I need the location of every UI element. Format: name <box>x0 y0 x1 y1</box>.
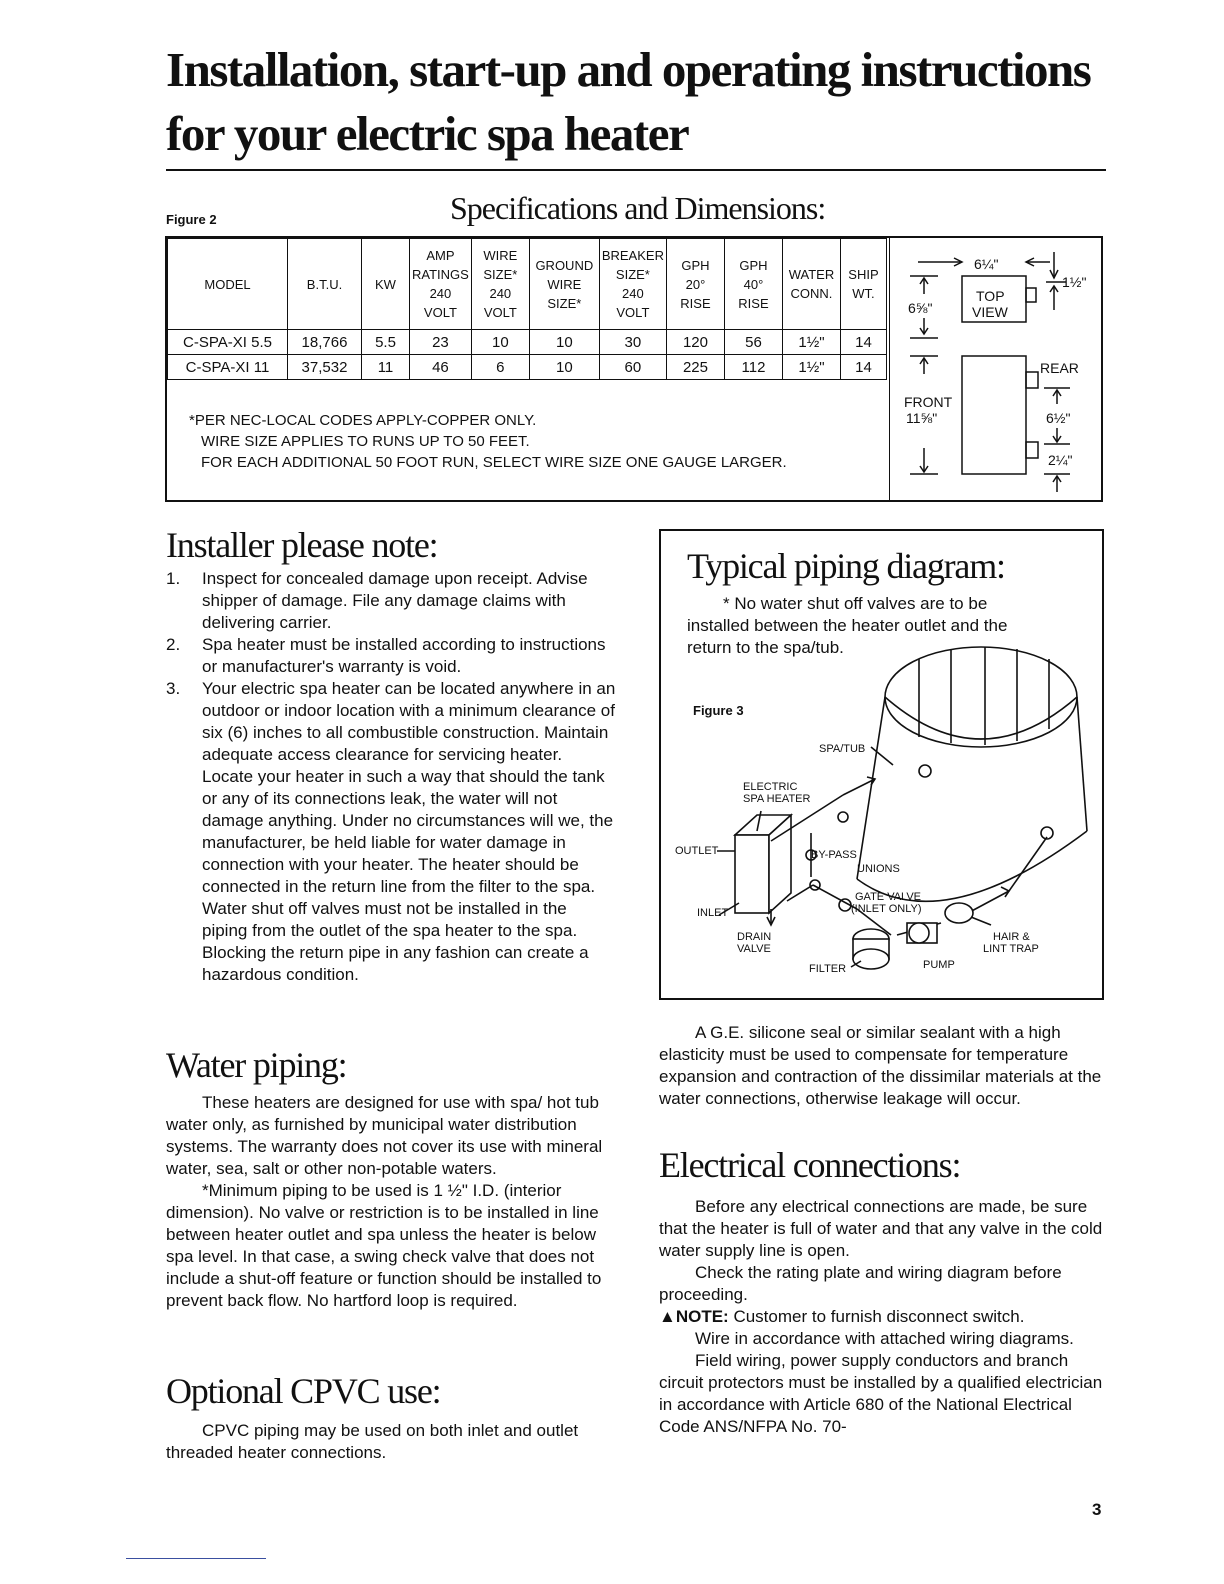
specs-header-cell <box>362 239 410 330</box>
front-view-box <box>962 356 1026 474</box>
header-line: 40° <box>743 276 764 292</box>
label-gate-valve: GATE VALVE <box>855 891 922 903</box>
header-line: BREAKER <box>601 248 664 263</box>
header-line: GPH <box>681 257 710 273</box>
header-line: RISE <box>680 295 711 311</box>
table-cell: 46 <box>410 355 472 380</box>
specs-header-cell <box>666 239 724 330</box>
specs-header-cell <box>599 239 666 330</box>
table-cell: 11 <box>362 355 410 380</box>
dim-top-view: TOP <box>976 288 1005 304</box>
specs-header-cell <box>782 239 840 330</box>
heater-body <box>735 835 769 913</box>
figure-3-label: Figure 3 <box>693 703 744 718</box>
specs-header-cell <box>529 239 599 330</box>
header-line: 240 <box>429 286 452 301</box>
note-line: WIRE SIZE APPLIES TO RUNS UP TO 50 FEET. <box>201 433 530 450</box>
header-line: B.T.U. <box>306 276 343 292</box>
header-line: SIZE* <box>483 267 518 282</box>
table-cell: 18,766 <box>288 330 362 355</box>
title-line-1: Installation, start-up and operating instructions <box>166 42 1091 97</box>
header-line: GROUND <box>535 257 594 273</box>
piping-heading: Typical piping diagram: <box>687 546 1005 586</box>
table-cell: 120 <box>666 330 724 355</box>
table-cell: 10 <box>529 355 599 380</box>
note-line: *PER NEC-LOCAL CODES APPLY-COPPER ONLY. <box>189 412 537 429</box>
table-cell: 1½" <box>782 330 840 355</box>
label-inlet: INLET <box>697 907 729 919</box>
label-outlet: OUTLET <box>675 845 719 857</box>
table-cell: 37,532 <box>288 355 362 380</box>
table-cell: 60 <box>599 355 666 380</box>
specs-notes <box>189 410 787 473</box>
specs-header-cell <box>724 239 782 330</box>
page-number: 3 <box>1092 1500 1102 1519</box>
header-line: VOLT <box>423 305 457 320</box>
table-cell: 14 <box>840 330 886 355</box>
header-line: SIZE* <box>547 295 582 311</box>
list-item: 3. Your electric spa heater can be located anywhere in an outdoor or indoor location with a minimum clearance of six (6) inches to all combustible construction. Maintain adequate access clearance for servicing heater. Locate your heater in such a way that should the tank or any of its connections leak, the water will not damage anything. Under no circumstances will we, the manufacturer, be held liable for water damage in connection with your heater. The heater should be connected in the return line from the filter to the spa. Water shut off valves must not be installed in the piping from the outlet of the spa heater to the spa. Blocking the return pipe in any fashion can create a hazardous condition. <box>166 679 616 984</box>
label-spa-heater: SPA HEATER <box>743 793 811 805</box>
specs-header-cell <box>168 239 288 330</box>
label-hair: HAIR & <box>993 931 1030 943</box>
electrical-text <box>659 1196 1104 1438</box>
specs-header-cell <box>471 239 529 330</box>
table-row <box>168 355 887 380</box>
table-cell: C-SPA-XI 11 <box>168 355 288 380</box>
label-inlet-only: (INLET ONLY) <box>851 903 922 915</box>
paragraph: A G.E. silicone seal or similar sealant with a high elasticity must be used to compensate for temperature expansion and contraction of the dissimilar materials at the water connections, otherwise leakage will occur. <box>659 1023 1102 1108</box>
paragraph: These heaters are designed for use with spa/ hot tub water only, as furnished by municipal water distribution systems. The warranty does not cover its use with mineral water, sea, salt or other non-potable waters. <box>166 1093 603 1178</box>
label-filter: FILTER <box>809 963 847 975</box>
note-label: NOTE: <box>675 1307 729 1326</box>
water-piping-heading: Water piping: <box>166 1045 347 1085</box>
title-line-2: for your electric spa heater <box>166 106 689 161</box>
tub-return-fitting <box>919 765 931 777</box>
cpvc-heading: Optional CPVC use: <box>166 1371 441 1411</box>
table-row <box>168 330 887 355</box>
header-line: 240 <box>489 286 512 301</box>
note-paragraph <box>659 1306 1104 1328</box>
table-cell: 30 <box>599 330 666 355</box>
note-line: FOR EACH ADDITIONAL 50 FOOT RUN, SELECT WIRE SIZE ONE GAUGE LARGER. <box>201 454 787 471</box>
electrical-heading: Electrical connections: <box>659 1145 961 1185</box>
specs-header-row <box>168 239 887 330</box>
label-lint-trap: LINT TRAP <box>983 943 1039 955</box>
list-item: 1. Inspect for concealed damage upon receipt. Advise shipper of damage. File any damage claims with delivering carrier. <box>166 569 588 632</box>
paragraph: CPVC piping may be used on both inlet and outlet threaded heater connections. <box>166 1421 579 1462</box>
dim-rear: REAR <box>1040 360 1079 376</box>
dim-top-view-2: VIEW <box>972 304 1008 320</box>
header-line: WIRE <box>547 276 582 292</box>
header-line: VOLT <box>616 305 650 320</box>
warning-icon: ▲ <box>659 1307 676 1326</box>
dim-right-top: 1½" <box>1062 274 1087 290</box>
piping-svg <box>661 531 1102 998</box>
specs-body <box>168 330 887 380</box>
label-valve: VALVE <box>737 943 771 955</box>
top-view-nozzle <box>1026 288 1036 302</box>
title-rule <box>166 169 1106 171</box>
list-item: 2. Spa heater must be installed according to instructions or manufacturer's warranty is void. <box>166 635 606 676</box>
header-line: VOLT <box>483 305 517 320</box>
header-line: WATER <box>788 267 835 282</box>
header-line: WT. <box>852 286 875 301</box>
paragraph: Field wiring, power supply conductors and branch circuit protectors must be installed by a qualified electrician in accordance with Article 680 of the National Electrical Code ANS/NFPA No. 70- <box>659 1351 1103 1436</box>
dim-depth: 6⅝" <box>908 300 933 316</box>
sealant-text <box>659 1022 1104 1110</box>
paragraph: Wire in accordance with attached wiring diagrams. <box>695 1329 1074 1348</box>
table-cell: 10 <box>471 330 529 355</box>
water-piping-text <box>166 1092 614 1312</box>
specs-box <box>165 236 1103 502</box>
hair-lint-trap <box>945 903 973 923</box>
header-line: RISE <box>738 295 769 311</box>
label-unions: UNIONS <box>857 863 900 875</box>
paragraph: *Minimum piping to be used is 1 ½" I.D. (interior dimension). No valve or restriction is to be installed in line between heater outlet and spa unless the heater is below spa level. In that case, a swing check valve that does not include a shut-off feature or function should be installed to prevent back flow. No hartford loop is required. <box>166 1181 602 1310</box>
installer-heading: Installer please note: <box>166 525 438 565</box>
label-drain: DRAIN <box>737 931 772 943</box>
header-line: KW <box>375 276 396 292</box>
header-line: SHIP <box>848 267 879 282</box>
dim-bottom-offset: 2¼" <box>1048 452 1073 468</box>
front-view-upper-nozzle <box>1026 372 1038 388</box>
header-line: SIZE* <box>615 267 650 282</box>
header-line: RATINGS <box>412 267 469 282</box>
table-cell: 6 <box>471 355 529 380</box>
table-cell: 112 <box>724 355 782 380</box>
table-cell: 225 <box>666 355 724 380</box>
header-line: 20° <box>685 276 706 292</box>
piping-diagram-box <box>659 529 1104 1000</box>
cpvc-text <box>166 1420 614 1464</box>
dim-front: FRONT <box>904 394 953 410</box>
label-spa-tub: SPA/TUB <box>819 743 866 755</box>
installer-list <box>166 568 616 986</box>
spa-tub-rim <box>885 647 1077 747</box>
table-cell: 5.5 <box>362 330 410 355</box>
label-electric: ELECTRIC <box>743 781 798 793</box>
header-line: WIRE <box>483 248 518 263</box>
header-line: MODEL <box>204 276 251 292</box>
page-title <box>166 38 1126 166</box>
specs-header-cell <box>410 239 472 330</box>
specs-table <box>167 238 887 380</box>
header-line: AMP <box>426 248 455 263</box>
specs-header-cell <box>288 239 362 330</box>
piping-note: * No water shut off valves are to be installed between the heater outlet and the return to the spa/tub. <box>687 594 1008 657</box>
note-text: Customer to furnish disconnect switch. <box>733 1307 1025 1326</box>
label-pump: PUMP <box>923 959 955 971</box>
table-cell: 10 <box>529 330 599 355</box>
table-cell: 56 <box>724 330 782 355</box>
specs-header-cell <box>840 239 886 330</box>
table-cell: C-SPA-XI 5.5 <box>168 330 288 355</box>
table-cell: 23 <box>410 330 472 355</box>
dim-side-spacing: 6½" <box>1046 410 1071 426</box>
footer-rule <box>126 1558 266 1559</box>
header-line: 240 <box>622 286 644 301</box>
label-bypass: BY-PASS <box>811 849 857 861</box>
table-cell: 14 <box>840 355 886 380</box>
figure-2-label: Figure 2 <box>166 212 217 227</box>
dim-width-top: 6¼" <box>974 256 999 272</box>
specs-heading: Specifications and Dimensions: <box>450 190 826 226</box>
paragraph: Check the rating plate and wiring diagram before proceeding. <box>659 1263 1062 1304</box>
paragraph: Before any electrical connections are made, be sure that the heater is full of water and that any valve in the cold water supply line is open. <box>659 1197 1103 1260</box>
dim-front-height: 11⅝" <box>906 410 938 426</box>
header-line: CONN. <box>790 286 833 301</box>
dimensions-drawing <box>889 238 1102 500</box>
header-line: GPH <box>739 257 768 273</box>
table-cell: 1½" <box>782 355 840 380</box>
front-view-lower-nozzle <box>1026 442 1038 458</box>
